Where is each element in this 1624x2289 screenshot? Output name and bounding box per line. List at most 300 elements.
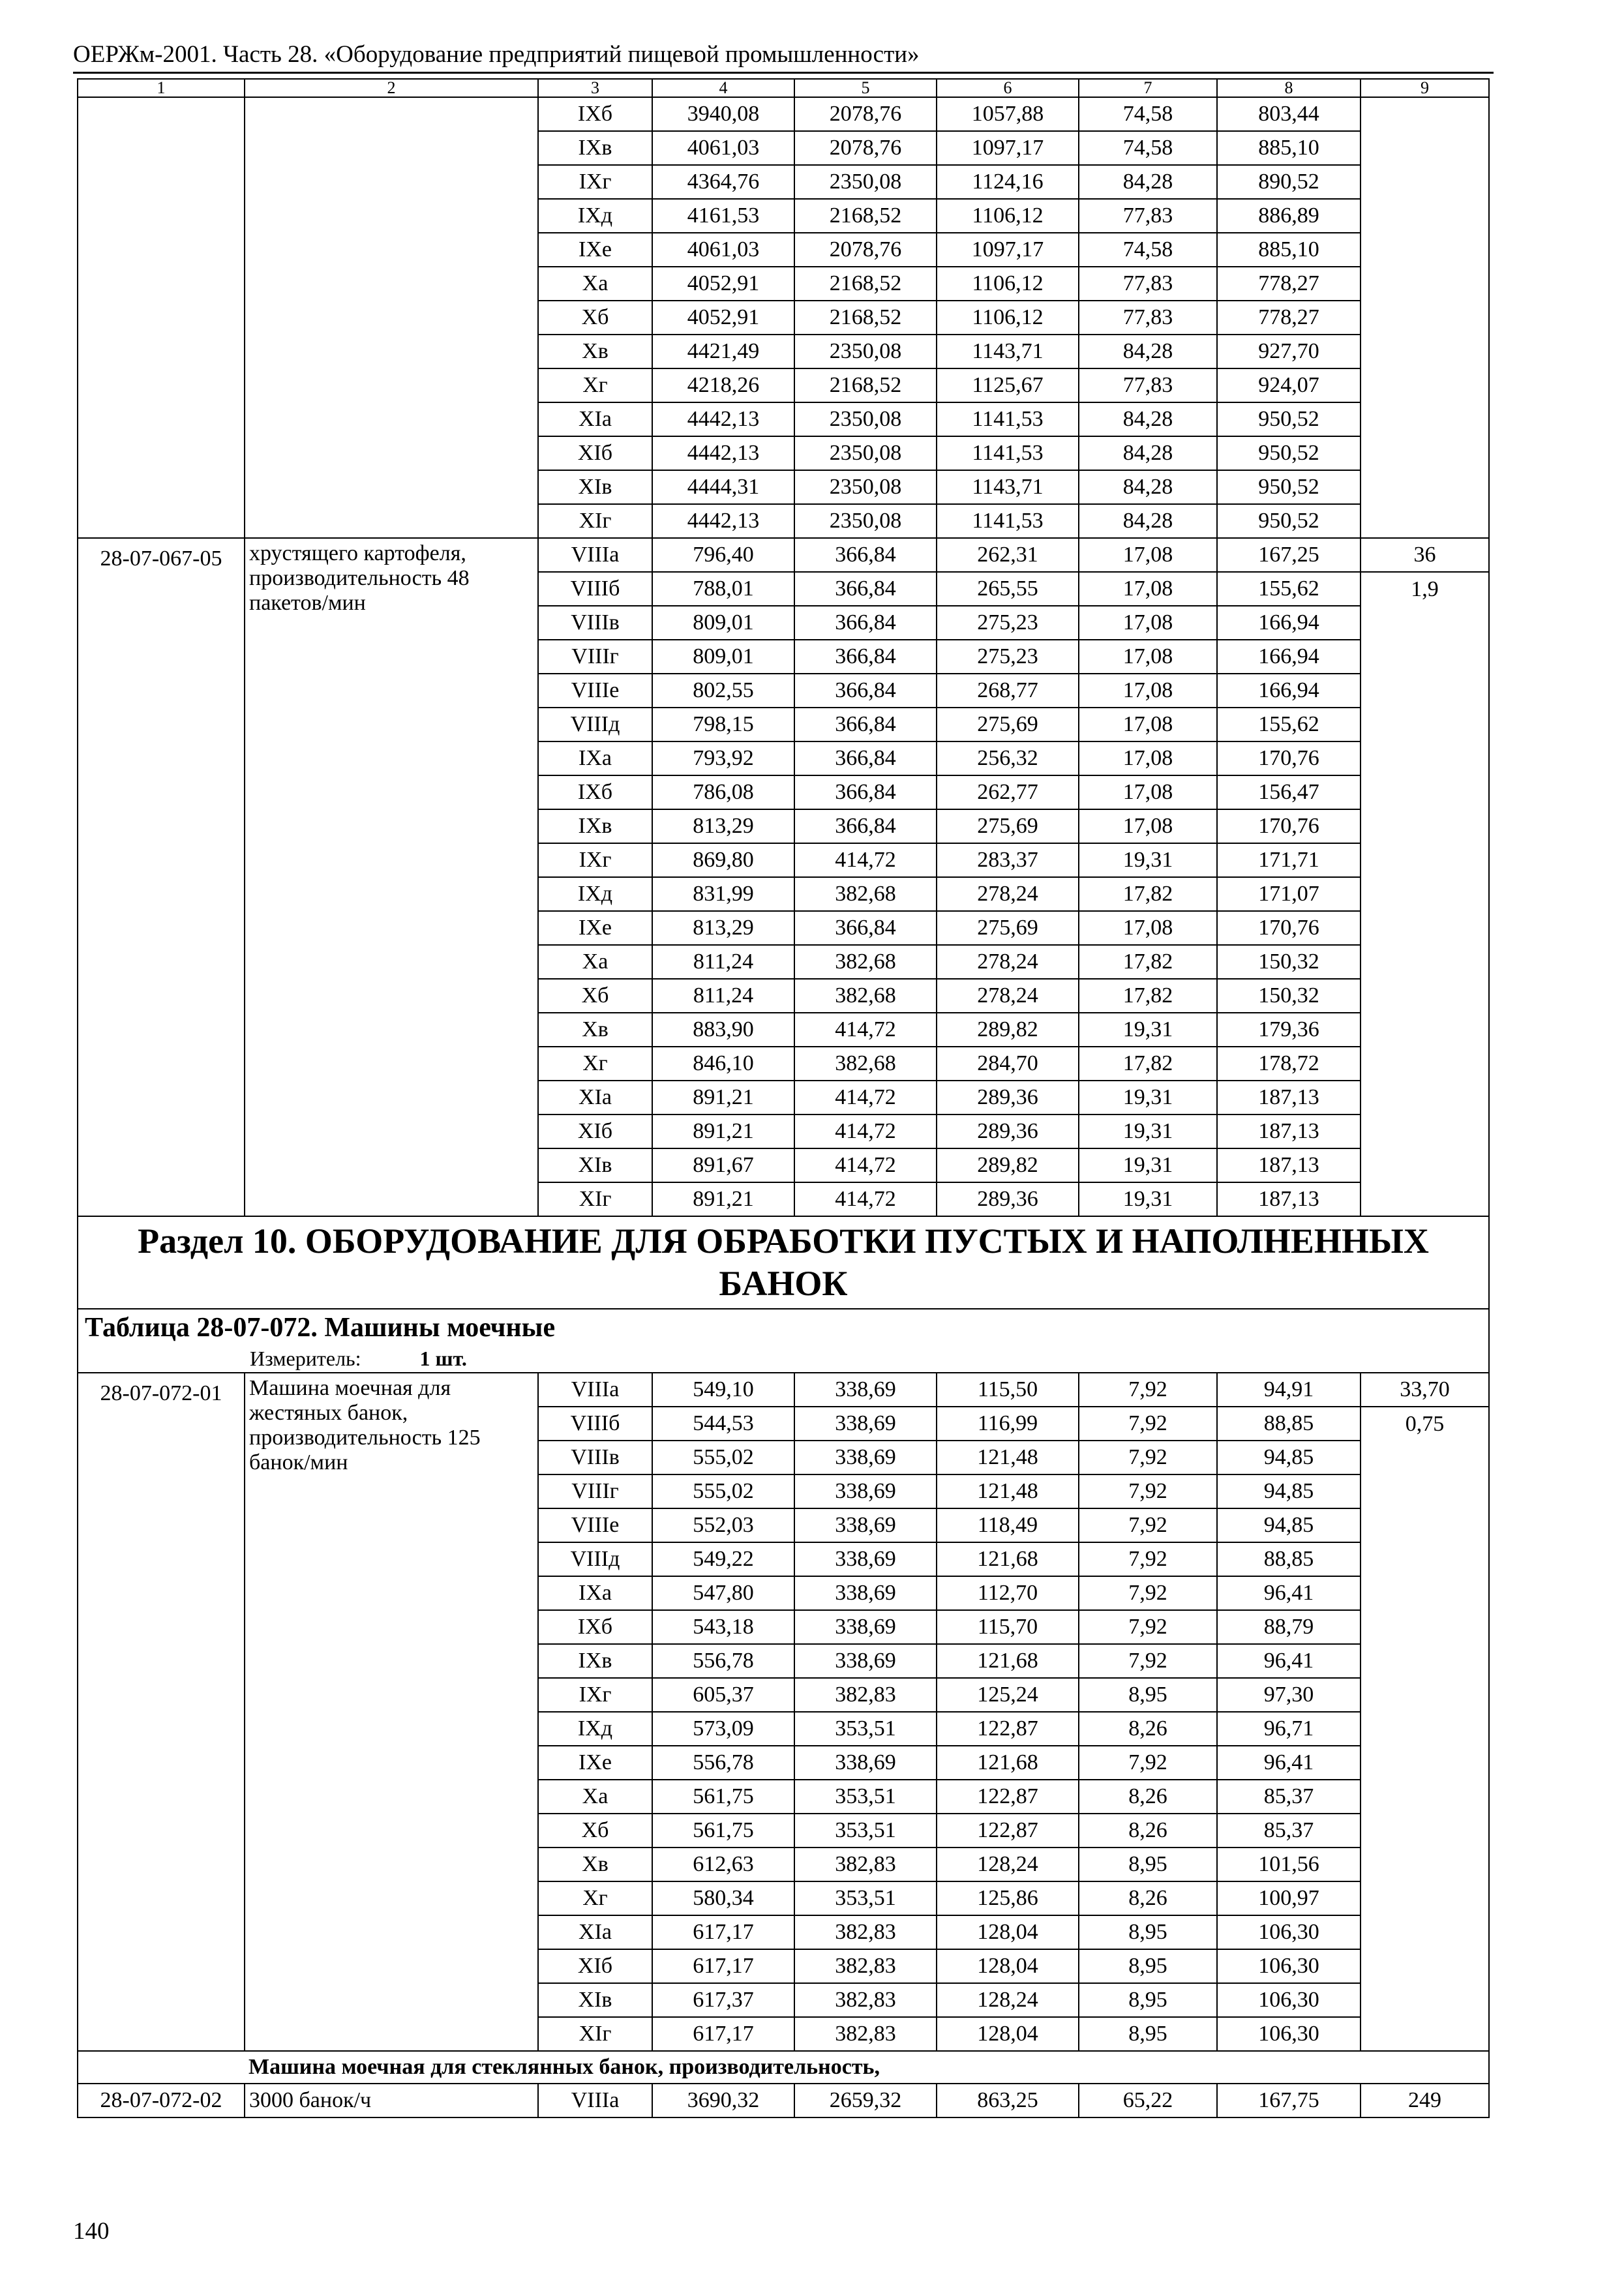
cell-col5: 366,84 bbox=[794, 572, 937, 606]
cell-col5: 382,68 bbox=[794, 945, 937, 979]
cell-col8: 156,47 bbox=[1217, 775, 1361, 809]
cell-col7: 8,95 bbox=[1079, 1848, 1217, 1881]
cell-col8: 170,76 bbox=[1217, 741, 1361, 775]
cell-col8: 88,85 bbox=[1217, 1542, 1361, 1576]
cell-col4: 831,99 bbox=[652, 877, 794, 911]
region-cell: VIIIе bbox=[538, 674, 652, 708]
region-cell: IXб bbox=[538, 1610, 652, 1644]
cell-col8: 96,41 bbox=[1217, 1746, 1361, 1780]
table-row bbox=[78, 1373, 1489, 1407]
cell-col4: 891,21 bbox=[652, 1115, 794, 1148]
cell-col5: 338,69 bbox=[794, 1746, 937, 1780]
region-cell: Xа bbox=[538, 267, 652, 301]
cell-col8: 106,30 bbox=[1217, 2017, 1361, 2051]
running-header: ОЕРЖм-2001. Часть 28. «Оборудование предприятий пищевой промышленности» bbox=[73, 41, 920, 68]
cell-col6: 1141,53 bbox=[937, 436, 1079, 470]
cell-col8: 85,37 bbox=[1217, 1780, 1361, 1814]
cell-col4: 4421,49 bbox=[652, 335, 794, 368]
cell-col5: 338,69 bbox=[794, 1610, 937, 1644]
cell-col7: 77,83 bbox=[1079, 267, 1217, 301]
cell-col8: 96,41 bbox=[1217, 1576, 1361, 1610]
cell-col4: 605,37 bbox=[652, 1678, 794, 1712]
column-number: 2 bbox=[245, 79, 538, 97]
cell-col8: 950,52 bbox=[1217, 436, 1361, 470]
region-cell: IXд bbox=[538, 877, 652, 911]
cell-col5: 353,51 bbox=[794, 1780, 937, 1814]
region-cell: IXе bbox=[538, 911, 652, 945]
name-cell: Машина моечная для жестяных банок, производительность 125 банок/мин bbox=[245, 1373, 538, 2051]
cell-col6: 118,49 bbox=[937, 1508, 1079, 1542]
cell-col4: 552,03 bbox=[652, 1508, 794, 1542]
cell-col8: 106,30 bbox=[1217, 1915, 1361, 1949]
cell-col5: 366,84 bbox=[794, 741, 937, 775]
region-cell: XIв bbox=[538, 1983, 652, 2017]
cell-col6: 1057,88 bbox=[937, 97, 1079, 131]
cell-col5: 338,69 bbox=[794, 1373, 937, 1407]
cell-col6: 125,86 bbox=[937, 1881, 1079, 1915]
cell-col5: 414,72 bbox=[794, 843, 937, 877]
region-cell: IXв bbox=[538, 809, 652, 843]
region-cell: XIв bbox=[538, 1148, 652, 1182]
col9-cell: 33,70 bbox=[1361, 1373, 1489, 1407]
cell-col6: 262,77 bbox=[937, 775, 1079, 809]
cell-col4: 846,10 bbox=[652, 1047, 794, 1081]
cell-col5: 382,83 bbox=[794, 1848, 937, 1881]
cell-col4: 573,09 bbox=[652, 1712, 794, 1746]
cell-col7: 17,08 bbox=[1079, 775, 1217, 809]
region-cell: Xг bbox=[538, 1881, 652, 1915]
cell-col4: 813,29 bbox=[652, 911, 794, 945]
cell-col7: 7,92 bbox=[1079, 1508, 1217, 1542]
cell-col7: 19,31 bbox=[1079, 1182, 1217, 1216]
cell-col6: 1106,12 bbox=[937, 199, 1079, 233]
region-cell: IXе bbox=[538, 233, 652, 267]
cell-col4: 786,08 bbox=[652, 775, 794, 809]
cell-col4: 549,22 bbox=[652, 1542, 794, 1576]
cell-col6: 275,69 bbox=[937, 911, 1079, 945]
cell-col8: 187,13 bbox=[1217, 1148, 1361, 1182]
cell-col7: 17,08 bbox=[1079, 538, 1217, 572]
cell-col8: 150,32 bbox=[1217, 945, 1361, 979]
cell-col6: 262,31 bbox=[937, 538, 1079, 572]
measure-value: 1 шт. bbox=[419, 1347, 467, 1371]
cell-col6: 128,04 bbox=[937, 1949, 1079, 1983]
cell-col4: 3690,32 bbox=[652, 2084, 794, 2117]
cell-col6: 275,69 bbox=[937, 809, 1079, 843]
cell-col7: 7,92 bbox=[1079, 1610, 1217, 1644]
cell-col5: 366,84 bbox=[794, 538, 937, 572]
cell-col8: 179,36 bbox=[1217, 1013, 1361, 1047]
cell-col8: 178,72 bbox=[1217, 1047, 1361, 1081]
region-cell: VIIIа bbox=[538, 2084, 652, 2117]
cell-col6: 1106,12 bbox=[937, 267, 1079, 301]
cell-col7: 17,82 bbox=[1079, 877, 1217, 911]
cell-col4: 617,17 bbox=[652, 1949, 794, 1983]
cell-col7: 77,83 bbox=[1079, 199, 1217, 233]
cell-col6: 122,87 bbox=[937, 1814, 1079, 1848]
region-cell: Xв bbox=[538, 1013, 652, 1047]
cell-col7: 84,28 bbox=[1079, 402, 1217, 436]
cell-col7: 8,95 bbox=[1079, 1983, 1217, 2017]
cell-col5: 2659,32 bbox=[794, 2084, 937, 2117]
cell-col6: 121,68 bbox=[937, 1644, 1079, 1678]
cell-col4: 4052,91 bbox=[652, 301, 794, 335]
cell-col6: 289,36 bbox=[937, 1182, 1079, 1216]
cell-col5: 353,51 bbox=[794, 1814, 937, 1848]
cell-col8: 885,10 bbox=[1217, 131, 1361, 165]
region-cell: IXв bbox=[538, 1644, 652, 1678]
measure-label: Измеритель: bbox=[250, 1347, 361, 1371]
cell-col7: 74,58 bbox=[1079, 131, 1217, 165]
cell-col6: 1143,71 bbox=[937, 470, 1079, 504]
cell-col6: 125,24 bbox=[937, 1678, 1079, 1712]
cell-col6: 289,36 bbox=[937, 1115, 1079, 1148]
region-cell: VIIIб bbox=[538, 1407, 652, 1441]
cell-col7: 8,26 bbox=[1079, 1881, 1217, 1915]
cell-col5: 2350,08 bbox=[794, 165, 937, 199]
cell-col8: 171,07 bbox=[1217, 877, 1361, 911]
cell-col5: 2350,08 bbox=[794, 504, 937, 538]
cell-col4: 4161,53 bbox=[652, 199, 794, 233]
cell-col7: 17,08 bbox=[1079, 708, 1217, 741]
cell-col5: 414,72 bbox=[794, 1148, 937, 1182]
table-title: Таблица 28-07-072. Машины моечные bbox=[78, 1309, 1489, 1346]
caption-spacer bbox=[78, 2051, 245, 2084]
code-cell: 28-07-067-05 bbox=[78, 538, 245, 1216]
cell-col7: 84,28 bbox=[1079, 335, 1217, 368]
table-row bbox=[78, 538, 1489, 572]
region-cell: VIIIг bbox=[538, 640, 652, 674]
cell-col4: 561,75 bbox=[652, 1780, 794, 1814]
cell-col4: 4442,13 bbox=[652, 504, 794, 538]
cell-col5: 414,72 bbox=[794, 1182, 937, 1216]
cell-col7: 7,92 bbox=[1079, 1441, 1217, 1474]
cell-col7: 19,31 bbox=[1079, 1148, 1217, 1182]
cell-col6: 121,68 bbox=[937, 1542, 1079, 1576]
cell-col4: 4364,76 bbox=[652, 165, 794, 199]
col9-cell bbox=[1361, 606, 1489, 1216]
cell-col7: 8,26 bbox=[1079, 1712, 1217, 1746]
cell-col7: 7,92 bbox=[1079, 1474, 1217, 1508]
cell-col6: 112,70 bbox=[937, 1576, 1079, 1610]
measure-row bbox=[78, 1346, 1489, 1373]
region-cell: XIб bbox=[538, 1949, 652, 1983]
cell-col8: 166,94 bbox=[1217, 640, 1361, 674]
code-cell: 28-07-072-02 bbox=[78, 2084, 245, 2117]
column-number: 9 bbox=[1361, 79, 1489, 97]
region-cell: IXг bbox=[538, 843, 652, 877]
cell-col4: 798,15 bbox=[652, 708, 794, 741]
region-cell: Xб bbox=[538, 301, 652, 335]
cell-col4: 811,24 bbox=[652, 979, 794, 1013]
cell-col5: 382,68 bbox=[794, 877, 937, 911]
cell-col8: 927,70 bbox=[1217, 335, 1361, 368]
cell-col8: 166,94 bbox=[1217, 606, 1361, 640]
cell-col5: 338,69 bbox=[794, 1644, 937, 1678]
cell-col4: 556,78 bbox=[652, 1644, 794, 1678]
region-cell: VIIIв bbox=[538, 606, 652, 640]
cell-col7: 74,58 bbox=[1079, 233, 1217, 267]
name-cell: хрустящего картофеля, производительность 48 пакетов/мин bbox=[245, 538, 538, 1216]
cell-col7: 74,58 bbox=[1079, 97, 1217, 131]
cell-col6: 278,24 bbox=[937, 877, 1079, 911]
cell-col4: 4444,31 bbox=[652, 470, 794, 504]
cell-col8: 890,52 bbox=[1217, 165, 1361, 199]
cell-col7: 17,08 bbox=[1079, 911, 1217, 945]
col9-cell: 0,75 bbox=[1361, 1407, 1489, 1441]
cell-col5: 366,84 bbox=[794, 606, 937, 640]
region-cell: VIIIд bbox=[538, 708, 652, 741]
cell-col6: 122,87 bbox=[937, 1712, 1079, 1746]
cell-col7: 17,82 bbox=[1079, 979, 1217, 1013]
cell-col8: 94,85 bbox=[1217, 1474, 1361, 1508]
cell-col6: 121,48 bbox=[937, 1474, 1079, 1508]
cell-col8: 950,52 bbox=[1217, 504, 1361, 538]
cell-col6: 289,82 bbox=[937, 1013, 1079, 1047]
cell-col6: 1106,12 bbox=[937, 301, 1079, 335]
cell-col6: 121,68 bbox=[937, 1746, 1079, 1780]
cell-col6: 1125,67 bbox=[937, 368, 1079, 402]
cell-col4: 555,02 bbox=[652, 1474, 794, 1508]
cell-col7: 77,83 bbox=[1079, 301, 1217, 335]
cell-col5: 353,51 bbox=[794, 1881, 937, 1915]
cell-col4: 543,18 bbox=[652, 1610, 794, 1644]
cell-col4: 547,80 bbox=[652, 1576, 794, 1610]
region-cell: IXд bbox=[538, 1712, 652, 1746]
table-title-row bbox=[78, 1309, 1489, 1346]
section-title: Раздел 10. ОБОРУДОВАНИЕ ДЛЯ ОБРАБОТКИ ПУСТЫХ И НАПОЛНЕННЫХ БАНОК bbox=[78, 1216, 1489, 1309]
page-number: 140 bbox=[73, 2218, 110, 2245]
cell-col5: 382,83 bbox=[794, 1678, 937, 1712]
cell-col8: 100,97 bbox=[1217, 1881, 1361, 1915]
measure-line bbox=[78, 1346, 1489, 1373]
region-cell: XIа bbox=[538, 1915, 652, 1949]
cell-col7: 17,08 bbox=[1079, 809, 1217, 843]
cell-col8: 171,71 bbox=[1217, 843, 1361, 877]
cell-col7: 17,08 bbox=[1079, 640, 1217, 674]
cell-col5: 366,84 bbox=[794, 809, 937, 843]
cell-col8: 166,94 bbox=[1217, 674, 1361, 708]
cell-col6: 115,70 bbox=[937, 1610, 1079, 1644]
cell-col5: 2078,76 bbox=[794, 233, 937, 267]
cell-col5: 382,68 bbox=[794, 1047, 937, 1081]
column-number: 1 bbox=[78, 79, 245, 97]
cell-col8: 803,44 bbox=[1217, 97, 1361, 131]
cell-col5: 338,69 bbox=[794, 1474, 937, 1508]
region-cell: IXг bbox=[538, 1678, 652, 1712]
item-caption: Машина моечная для стеклянных банок, производительность, bbox=[245, 2051, 1489, 2084]
col9-cell: 249 bbox=[1361, 2084, 1489, 2117]
cell-col5: 2350,08 bbox=[794, 470, 937, 504]
cell-col7: 19,31 bbox=[1079, 1013, 1217, 1047]
cell-col5: 2168,52 bbox=[794, 301, 937, 335]
cell-col4: 869,80 bbox=[652, 843, 794, 877]
cell-col7: 17,08 bbox=[1079, 674, 1217, 708]
col9-cell bbox=[1361, 1441, 1489, 2051]
cell-col5: 366,84 bbox=[794, 775, 937, 809]
cell-col5: 2350,08 bbox=[794, 335, 937, 368]
cell-col5: 2350,08 bbox=[794, 402, 937, 436]
cell-col5: 382,83 bbox=[794, 1949, 937, 1983]
column-number: 4 bbox=[652, 79, 794, 97]
cell-col6: 116,99 bbox=[937, 1407, 1079, 1441]
cell-col8: 170,76 bbox=[1217, 911, 1361, 945]
cell-col6: 265,55 bbox=[937, 572, 1079, 606]
cell-col7: 8,95 bbox=[1079, 1949, 1217, 1983]
code-cell: 28-07-072-01 bbox=[78, 1373, 245, 2051]
cell-col7: 8,26 bbox=[1079, 1780, 1217, 1814]
cell-col8: 950,52 bbox=[1217, 402, 1361, 436]
cell-col6: 122,87 bbox=[937, 1780, 1079, 1814]
cell-col4: 561,75 bbox=[652, 1814, 794, 1848]
cell-col8: 950,52 bbox=[1217, 470, 1361, 504]
cell-col8: 155,62 bbox=[1217, 572, 1361, 606]
cell-col6: 289,82 bbox=[937, 1148, 1079, 1182]
cell-col5: 2350,08 bbox=[794, 436, 937, 470]
region-cell: VIIIв bbox=[538, 1441, 652, 1474]
cell-col4: 617,17 bbox=[652, 1915, 794, 1949]
cell-col6: 128,04 bbox=[937, 1915, 1079, 1949]
cell-col6: 1141,53 bbox=[937, 504, 1079, 538]
region-cell: Xа bbox=[538, 1780, 652, 1814]
cell-col4: 3940,08 bbox=[652, 97, 794, 131]
cell-col5: 338,69 bbox=[794, 1407, 937, 1441]
cell-col4: 809,01 bbox=[652, 606, 794, 640]
cell-col8: 187,13 bbox=[1217, 1081, 1361, 1115]
cell-col8: 94,91 bbox=[1217, 1373, 1361, 1407]
region-cell: VIIIа bbox=[538, 538, 652, 572]
region-cell: IXд bbox=[538, 199, 652, 233]
cell-col5: 338,69 bbox=[794, 1441, 937, 1474]
region-cell: VIIIа bbox=[538, 1373, 652, 1407]
cell-col8: 778,27 bbox=[1217, 301, 1361, 335]
region-cell: Xг bbox=[538, 368, 652, 402]
cell-col4: 612,63 bbox=[652, 1848, 794, 1881]
cell-col8: 106,30 bbox=[1217, 1949, 1361, 1983]
region-cell: VIIIд bbox=[538, 1542, 652, 1576]
cell-col5: 382,68 bbox=[794, 979, 937, 1013]
caption-row bbox=[78, 2051, 1489, 2084]
cell-col5: 414,72 bbox=[794, 1115, 937, 1148]
region-cell: Xг bbox=[538, 1047, 652, 1081]
cell-col5: 338,69 bbox=[794, 1576, 937, 1610]
cell-col7: 7,92 bbox=[1079, 1746, 1217, 1780]
cell-col7: 8,95 bbox=[1079, 1678, 1217, 1712]
cell-col6: 256,32 bbox=[937, 741, 1079, 775]
region-cell: IXб bbox=[538, 97, 652, 131]
cell-col7: 17,82 bbox=[1079, 1047, 1217, 1081]
region-cell: IXа bbox=[538, 1576, 652, 1610]
cell-col5: 2078,76 bbox=[794, 131, 937, 165]
cell-col8: 97,30 bbox=[1217, 1678, 1361, 1712]
cell-col8: 885,10 bbox=[1217, 233, 1361, 267]
cell-col7: 7,92 bbox=[1079, 1407, 1217, 1441]
cell-col6: 268,77 bbox=[937, 674, 1079, 708]
cell-col7: 65,22 bbox=[1079, 2084, 1217, 2117]
cell-col4: 796,40 bbox=[652, 538, 794, 572]
cell-col8: 94,85 bbox=[1217, 1441, 1361, 1474]
cell-col7: 77,83 bbox=[1079, 368, 1217, 402]
region-cell: IXб bbox=[538, 775, 652, 809]
cell-col6: 1097,17 bbox=[937, 233, 1079, 267]
cell-col5: 414,72 bbox=[794, 1013, 937, 1047]
region-cell: XIв bbox=[538, 470, 652, 504]
region-cell: VIIIе bbox=[538, 1508, 652, 1542]
cell-col5: 382,83 bbox=[794, 1983, 937, 2017]
region-cell: IXе bbox=[538, 1746, 652, 1780]
cell-col5: 2168,52 bbox=[794, 368, 937, 402]
cell-col8: 170,76 bbox=[1217, 809, 1361, 843]
cell-col8: 778,27 bbox=[1217, 267, 1361, 301]
cell-col7: 7,92 bbox=[1079, 1373, 1217, 1407]
cell-col5: 366,84 bbox=[794, 674, 937, 708]
cell-col5: 338,69 bbox=[794, 1508, 937, 1542]
region-cell: XIб bbox=[538, 436, 652, 470]
cell-col4: 555,02 bbox=[652, 1441, 794, 1474]
cell-col6: 1097,17 bbox=[937, 131, 1079, 165]
cell-col6: 1141,53 bbox=[937, 402, 1079, 436]
cell-col8: 96,71 bbox=[1217, 1712, 1361, 1746]
region-cell: XIа bbox=[538, 1081, 652, 1115]
cell-col4: 788,01 bbox=[652, 572, 794, 606]
cell-col8: 96,41 bbox=[1217, 1644, 1361, 1678]
cell-col8: 88,85 bbox=[1217, 1407, 1361, 1441]
region-cell: Xб bbox=[538, 979, 652, 1013]
region-cell: IXа bbox=[538, 741, 652, 775]
cell-col7: 8,95 bbox=[1079, 1915, 1217, 1949]
cell-col6: 863,25 bbox=[937, 2084, 1079, 2117]
region-cell: Xв bbox=[538, 1848, 652, 1881]
cell-col4: 813,29 bbox=[652, 809, 794, 843]
cell-col6: 1124,16 bbox=[937, 165, 1079, 199]
table-row bbox=[78, 2084, 1489, 2117]
cell-col5: 382,83 bbox=[794, 2017, 937, 2051]
cell-col8: 85,37 bbox=[1217, 1814, 1361, 1848]
resource-table bbox=[77, 78, 1490, 2118]
region-cell: IXг bbox=[538, 165, 652, 199]
name-cell bbox=[245, 97, 538, 538]
cell-col5: 366,84 bbox=[794, 708, 937, 741]
cell-col6: 1143,71 bbox=[937, 335, 1079, 368]
section-title-row bbox=[78, 1216, 1489, 1309]
cell-col7: 84,28 bbox=[1079, 470, 1217, 504]
cell-col4: 4052,91 bbox=[652, 267, 794, 301]
cell-col7: 17,08 bbox=[1079, 606, 1217, 640]
region-cell: VIIIб bbox=[538, 572, 652, 606]
cell-col4: 4442,13 bbox=[652, 402, 794, 436]
cell-col4: 580,34 bbox=[652, 1881, 794, 1915]
column-number: 7 bbox=[1079, 79, 1217, 97]
column-number: 8 bbox=[1217, 79, 1361, 97]
cell-col7: 7,92 bbox=[1079, 1542, 1217, 1576]
table-row bbox=[78, 97, 1489, 131]
cell-col8: 88,79 bbox=[1217, 1610, 1361, 1644]
cell-col6: 278,24 bbox=[937, 945, 1079, 979]
region-cell: Xб bbox=[538, 1814, 652, 1848]
cell-col4: 793,92 bbox=[652, 741, 794, 775]
cell-col8: 94,85 bbox=[1217, 1508, 1361, 1542]
cell-col5: 2168,52 bbox=[794, 199, 937, 233]
cell-col5: 366,84 bbox=[794, 911, 937, 945]
header-rule bbox=[73, 72, 1494, 74]
cell-col8: 150,32 bbox=[1217, 979, 1361, 1013]
cell-col7: 17,08 bbox=[1079, 572, 1217, 606]
region-cell: XIа bbox=[538, 402, 652, 436]
cell-col5: 382,83 bbox=[794, 1915, 937, 1949]
region-cell: VIIIг bbox=[538, 1474, 652, 1508]
cell-col6: 128,24 bbox=[937, 1848, 1079, 1881]
cell-col4: 802,55 bbox=[652, 674, 794, 708]
